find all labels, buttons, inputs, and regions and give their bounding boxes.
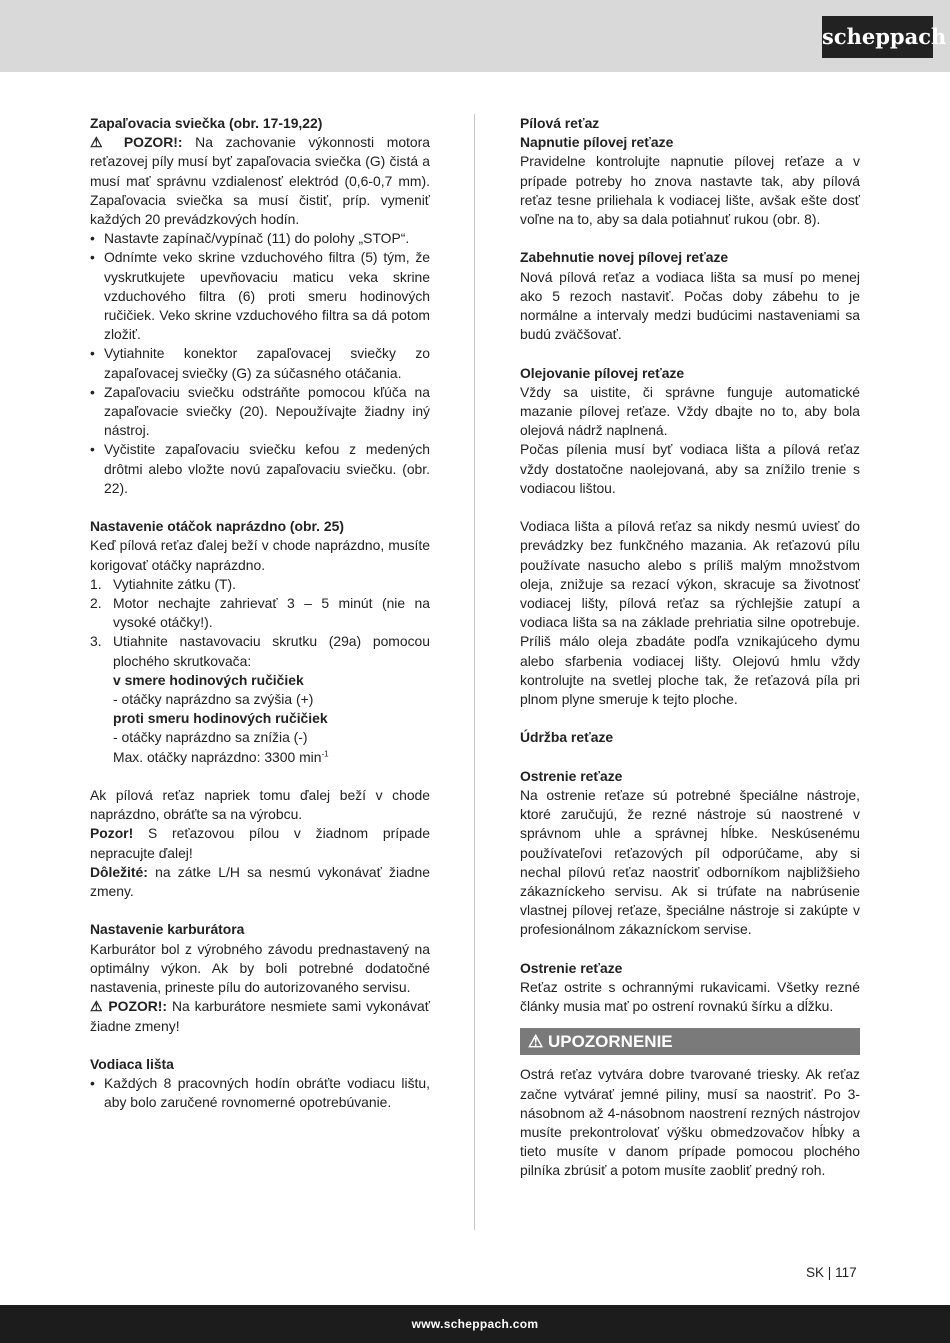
page-number <box>806 1265 857 1280</box>
page-number-value: 117 <box>835 1265 857 1280</box>
right-column <box>520 114 860 1181</box>
list-item: • Každých 8 pracovných hodín obráťte vodiacu lištu, aby bolo zaručené rovnomerné opotrebúvanie. <box>90 1074 430 1112</box>
idle-after: Ak pílová reťaz napriek tomu ďalej beží v chode naprázdno, obráťte sa na výrobcu. <box>90 787 430 823</box>
item-number: 3. <box>90 633 102 650</box>
idle-intro: Keď pílová reťaz ďalej beží v chode naprázdno, musíte korigovať otáčky naprázdno. <box>90 537 430 573</box>
list-item: • Odnímte veko skrine vzduchového filtra (5) tým, že vyskrutkujete upevňovaciu maticu veka skrine vzduchového filtra (6) proti smeru hodinových ručičiek. Veko skrine vzduchového filtra sa dá potom zložiť. <box>90 248 430 344</box>
section-title-spark-plug: Zapaľovacia sviečka (obr. 17-19,22) <box>90 115 323 131</box>
spark-warning <box>90 133 430 229</box>
item-text: Utiahnite nastavovaciu skrutku (29a) pomocou plochého skrutkovača: <box>113 633 430 669</box>
warning-text: Na karburátore nesmiete sami vykonávať žiadne zmeny! <box>90 998 430 1034</box>
counterclockwise-heading: proti smeru hodinových ručičiek <box>113 710 328 727</box>
numbered-item <box>90 632 430 670</box>
clockwise-note: - otáčky naprázdno sa zvýšia (+) <box>113 691 314 708</box>
counterclockwise-note: - otáčky naprázdno sa znížia (-) <box>113 729 308 746</box>
item-text: Vytiahnite zátku (T). <box>113 575 237 592</box>
oiling-text-1: Vždy sa uistite, či správne funguje automatické mazanie pílovej reťaze. Vždy dbajte no to, aby bola olejová nádrž naplnená. <box>520 383 860 439</box>
sharpening-text: Na ostrenie reťaze sú potrebné špeciálne nástroje, ktoré zaručujú, že rezné nástroje sú naostrené v správnom uhle a správnej hĺbke. Neskúsenému používateľovi reťazových píl odporúčame, aby si nechal pílovú reťaz naostriť odborníkom najbližšieho zákazníckeho servisu. Ak si trúfate na nabrúsenie vlastnej pílovej reťaze, špeciálne nástroje si zakúpte v profesionálnom zákazníckom servise. <box>520 787 860 938</box>
list-item: • Vyčistite zapaľovaciu sviečku kefou z medených drôtmi alebo vložte novú zapaľovaciu sviečku. (obr. 22). <box>90 440 430 498</box>
subsection-title-sharpening-2: Ostrenie reťaze <box>520 959 623 976</box>
oiling-text-3: Vodiaca lišta a pílová reťaz sa nikdy nesmú uviesť do prevádzky bez funkčného mazania. Ak reťazovú pílu používate nasucho alebo s príliš malým množstvom oleja, znižuje sa rezací výkon, skracuje sa životnosť vodiacej lišty, pílová reťaz sa rýchlejšie zatupí a vodiaca lišta sa na základe prehriatia silne opotrebuje. Príliš málo oleja zbadáte podľa vznikajúceho dymu alebo sfarbenia vodiacej lišty. Olejovú hmlu vždy kontrolujte na svetlej ploche tak, že reťazová píla pri plnom plyne smeruje k tejto ploche. <box>520 518 860 708</box>
run-in-text: Nová pílová reťaz a vodiaca lišta sa musí po menej ako 5 rezoch nastaviť. Počas doby zábehu to je normálne a intervaly medzi budúcimi nastaveniami sa budú zväčšovať. <box>520 268 860 343</box>
list-item: • Nastavte zapínač/vypínač (11) do polohy „STOP“. <box>90 229 430 248</box>
numbered-item <box>90 575 430 594</box>
sharpening-text-2: Reťaz ostrite s ochrannými rukavicami. Všetky rezné články musia mať po ostrení rovnakú šírku a dĺžku. <box>520 979 860 1015</box>
warning-banner-text: Ostrá reťaz vytvára dobre tvarované triesky. Ak reťaz začne vytvárať jemné piliny, musí sa naostriť. Po 3-násobnom až 4-násobnom naostrení rezných nástrojov musíte prekontrolovať výšku obmedzovačov hĺbky a tieto musíte v danom prípade pomocou plochého pilníka zbrúsiť a potom musíte zaobliť predný roh. <box>520 1066 860 1179</box>
left-column <box>90 114 430 1113</box>
warning-banner: ⚠ UPOZORNENIE <box>520 1028 860 1055</box>
clockwise-heading: v smere hodinových ručičiek <box>113 671 304 688</box>
subsection-title-tension: Napnutie pílovej reťaze <box>520 134 674 151</box>
item-text: Motor nechajte zahrievať 3 – 5 minút (nie na vysoké otáčky!). <box>113 595 430 631</box>
important-label: Dôležité: <box>90 863 148 880</box>
subsection-title-oiling: Olejovanie pílovej reťaze <box>520 364 685 381</box>
page-separator: | <box>827 1265 832 1280</box>
section-title-carburetor: Nastavenie karburátora <box>90 921 245 938</box>
carburetor-text: Karburátor bol z výrobného závodu prednastavený na optimálny výkon. Ak by boli potrebné dodatočné nastavenia, prineste pílu do autorizovaného servisu. <box>90 940 430 996</box>
section-title-guide-bar: Vodiaca lišta <box>90 1055 174 1072</box>
tension-text: Pravidelne kontrolujte napnutie pílovej reťaze a v prípade potreby ho znova nastavte tak, aby pílová reťaz tesne priliehala k vodiacej lište, avšak ešte dosť voľne na to, aby sa dala potiahnuť rukou (obr. 8). <box>520 153 860 228</box>
max-idle-speed <box>90 748 430 767</box>
subsection-title-sharpening: Ostrenie reťaze <box>520 767 623 784</box>
section-title-idle-speed: Nastavenie otáčok naprázdno (obr. 25) <box>90 518 344 535</box>
caution-note <box>90 824 430 862</box>
important-note <box>90 863 430 901</box>
list-item: • Vytiahnite konektor zapaľovacej sviečky zo zapaľovacej sviečky (G) za súčasného otáčania. <box>90 344 430 382</box>
footer-bar <box>0 1305 950 1343</box>
list-item: • Zapaľovaciu sviečku odstráňte pomocou kľúča na zapaľovacie sviečky (20). Nepoužívajte žiadny iný nástroj. <box>90 383 430 441</box>
warning-label: ⚠ POZOR!: <box>90 134 183 151</box>
warning-text: Na zachovanie výkonnosti motora reťazovej píly musí byť zapaľovacia sviečka (G) čistá a musí mať správnu vzdialenosť elektród (0,6-0,7 mm). Zapaľovacia sviečka sa musí čistiť, príp. vymeniť každých 20 prevádzkových hodín. <box>90 134 430 228</box>
subsection-title-run-in: Zabehnutie novej pílovej reťaze <box>520 249 729 266</box>
header-bar <box>0 0 950 72</box>
section-title-saw-chain: Pílová reťaz <box>520 115 600 131</box>
important-text: na zátke L/H sa nesmú vykonávať žiadne zmeny. <box>90 863 430 900</box>
language-code: SK <box>806 1265 825 1280</box>
brand-logo: scheppach <box>822 16 933 58</box>
numbered-item <box>90 594 430 632</box>
unit-exponent: -1 <box>321 749 329 759</box>
max-idle-text: Max. otáčky naprázdno: 3300 min <box>113 748 322 765</box>
item-number: 2. <box>90 595 102 612</box>
website-url: www.scheppach.com <box>411 1317 539 1331</box>
warning-label: ⚠ POZOR!: <box>90 998 168 1015</box>
oiling-text-2: Počas pílenia musí byť vodiaca lišta a pílová reťaz vždy dostatočne naolejovaná, aby sa znížilo trenie s vodiacou lištou. <box>520 441 860 496</box>
item-number: 1. <box>90 575 102 592</box>
section-title-chain-maintenance: Údržba reťaze <box>520 729 614 746</box>
carburetor-warning <box>90 997 430 1035</box>
caution-label: Pozor! <box>90 825 134 842</box>
column-divider <box>474 114 475 1230</box>
caution-text: S reťazovou pílou v žiadnom prípade nepracujte ďalej! <box>90 825 430 861</box>
